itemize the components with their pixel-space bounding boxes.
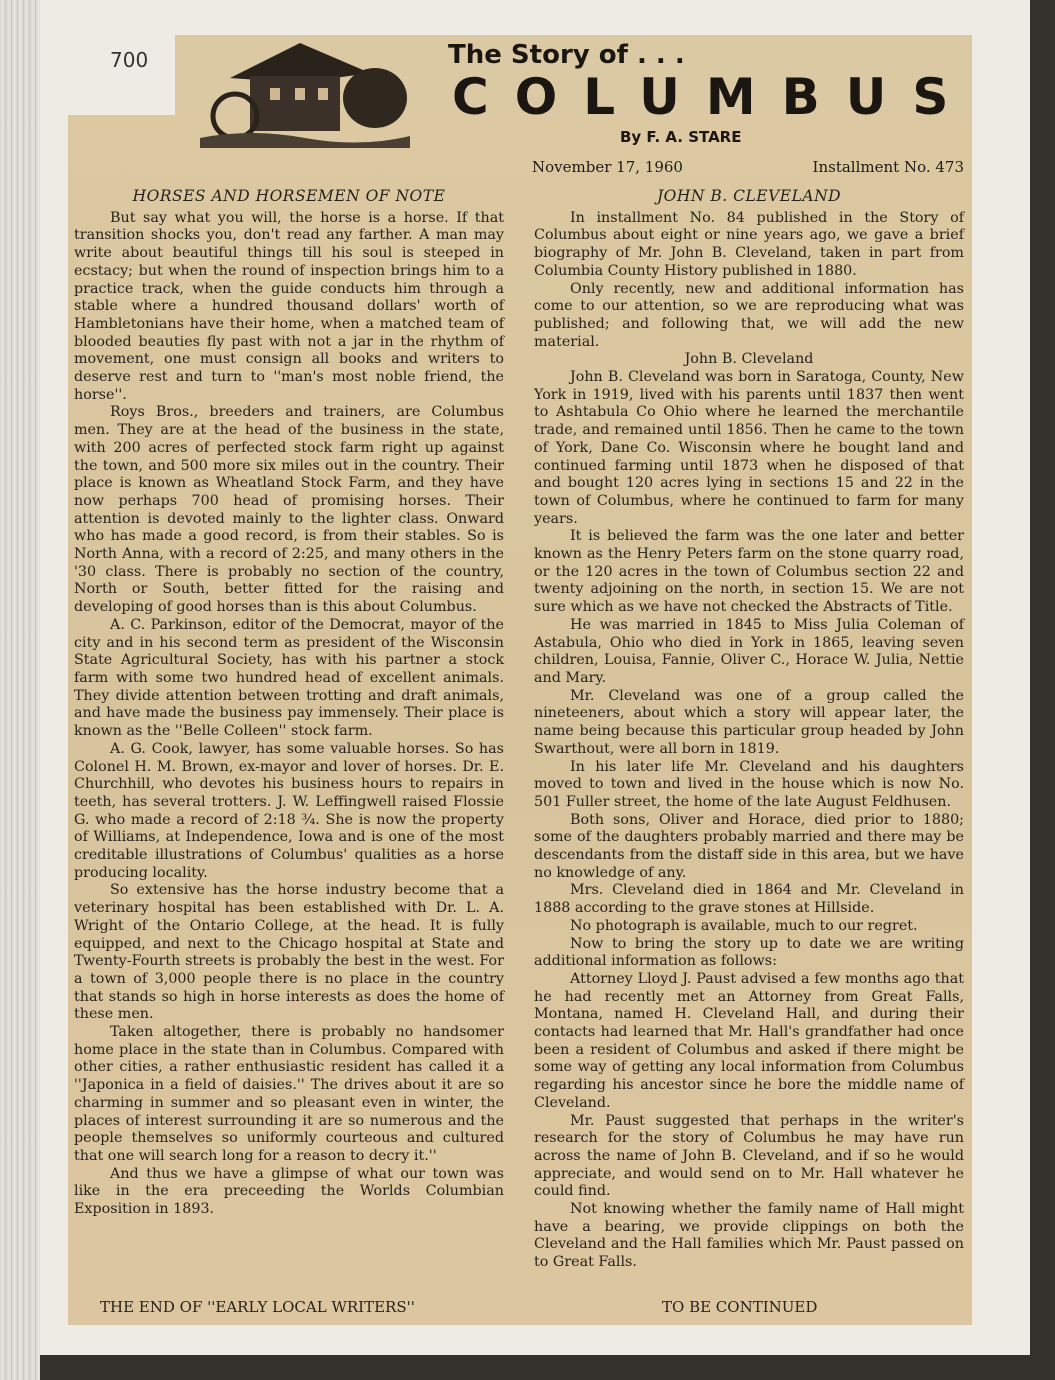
paragraph: John B. Cleveland was born in Saratoga, County, New York in 1919, lived with his parents until 1837 then went to Ashtabula Co Ohio where he learned the merchantile trade, and remained until 1856. Then he came to the town of York, Dane Co. Wisconsin where he bought land and continued farming until 1873 when he disposed of that and bought 120 acres lying in sections 15 and 22 in the town of Columbus, where he continued to farm for many years. (534, 369, 964, 527)
paragraph: So extensive has the horse industry become that a veterinary hospital has been established with Dr. L. A. Wright of the Ontario College, at the head. It is fully equipped, and next to the Chicago hospital at State and Twenty-Fourth streets is probably the best in the west. For a town of 3,000 people there is no place in the country that stands so high in horse interests as does the home of these men. (74, 882, 504, 1023)
paragraph: No photograph is available, much to our regret. (570, 917, 918, 934)
mill-illustration (200, 38, 410, 148)
mill-window (270, 88, 280, 100)
left-column (74, 188, 504, 1219)
paragraph: Both sons, Oliver and Horace, died prior to 1880; some of the daughters probably married and there may be descendants from the distaff side in this area, but we have no knowledge of any. (534, 811, 964, 881)
right-column (534, 188, 964, 1272)
right-heading: JOHN B. CLEVELAND (656, 187, 842, 205)
mill-trees (343, 68, 407, 128)
adjacent-page-sliver (1040, 300, 1055, 1300)
paragraph: A. C. Parkinson, editor of the Democrat, mayor of the city and in his second term as president of the Wisconsin State Agricultural Society, has with his partner a stock farm with some two hundred head of excellent animals. They divide attention between trotting and draft animals, and have made the business pay immensely. Their place is known as the ''Belle Colleen'' stock farm. (74, 616, 504, 740)
installment-number: Installment No. 473 (812, 158, 964, 176)
paragraph: Mrs. Cleveland died in 1864 and Mr. Cleveland in 1888 according to the grave stones at Hillside. (534, 882, 964, 917)
paragraph: Mr. Cleveland was one of a group called the nineteeners, about which a story will appear later, the name being because this particular group headed by John Swarthout, were all born in 1819. (534, 687, 964, 757)
paragraph: A. G. Cook, lawyer, has some valuable horses. So has Colonel H. M. Brown, ex-mayor and lover of horses. Dr. E. Churchhill, who devotes his business hours to repairs in teeth, has several trotters. J. W. Leffingwell raised Flossie G. who made a record of 2:18 ¾. She is now the property of Williams, at Independence, Iowa and is one of the most creditable illustrations of Columbus' qualities as a horse producing locality. (74, 740, 504, 881)
story-of-title: The Story of . . . (448, 40, 685, 70)
mill-window (295, 88, 305, 100)
paragraph: But say what you will, the horse is a horse. If that transition shocks you, don't read any farther. A man may write about beautiful things till his soul is steeped in ecstacy; but when the round of inspection brings him to a practice track, when the guide conducts him through a stable where a hundred thousand dollars' worth of Hambletonians have their home, when a matched team of blooded beauties fly past with not a jar in the rhythm of movement, one must consign all books and writers to deserve rest and turn to ''man's most noble friend, the horse''. (74, 209, 504, 403)
end-notice: THE END OF ''EARLY LOCAL WRITERS'' (100, 1298, 415, 1316)
issue-date: November 17, 1960 (532, 158, 683, 176)
columbus-title: COLUMBUS (452, 68, 975, 126)
paragraph: Not knowing whether the family name of Hall might have a bearing, we provide clippings on both the Cleveland and the Hall families which Mr. Paust passed on to Great Falls. (534, 1201, 964, 1271)
left-heading: HORSES AND HORSEMEN OF NOTE (132, 187, 446, 205)
mill-building (250, 76, 340, 131)
paragraph: And thus we have a glimpse of what our town was like in the era preceeding the Worlds Columbian Exposition in 1893. (74, 1165, 504, 1218)
byline: By F. A. STARE (620, 128, 742, 146)
mill-window (318, 88, 328, 100)
paragraph: He was married in 1845 to Miss Julia Coleman of Astabula, Ohio who died in York in 1865, leaving seven children, Louisa, Fannie, Oliver C., Horace W. Julia, Nettie and Mary. (534, 616, 964, 686)
paragraph: Taken altogether, there is probably no handsomer home place in the state than in Columbus. Compared with other cities, a rather enthusiastic resident has called it a ''Japonica in a field of daisies.'' The drives about it are so charming in summer and so pleasant even in winter, the places of interest surrounding it are so numerous and the people themselves so uniformly courteous and cultured that one will search long for a reason to decry it.'' (74, 1024, 504, 1164)
paragraph: Now to bring the story up to date we are writing additional information as follows: (534, 935, 964, 970)
paragraph: Roys Bros., breeders and trainers, are Columbus men. They are at the head of the business in the state, with 200 acres of perfected stock farm right up against the town, and 500 more six miles out in the country. Their place is known as Wheatland Stock Farm, and they have now perhaps 700 head of promising horses. Their attention is devoted mainly to the lighter class. Onward who has made a good record, is from their stables. So is North Anna, with a record of 2:25, and many others in the '30 class. There is probably no section of the country, North or South, better fitted for the raising and developing of good horses than is this about Columbus. (74, 404, 504, 616)
paragraph: Attorney Lloyd J. Paust advised a few months ago that he had recently met an Attorney from Great Falls, Montana, named H. Cleveland Hall, and during their contacts had learned that Mr. Hall's grandfather had once been a resident of Columbus and asked if there might be some way of getting any local information from Columbus regarding his ancestor since he bore the middle name of Cleveland. (534, 970, 964, 1111)
subheading: John B. Cleveland (684, 351, 814, 368)
paragraph: In his later life Mr. Cleveland and his daughters moved to town and lived in the house which is now No. 501 Fuller street, the home of the late August Feldhusen. (534, 758, 964, 810)
paragraph: Mr. Paust suggested that perhaps in the writer's research for the story of Columbus he may have run across the name of John B. Cleveland, and if so he would appreciate, and would send on to Mr. Hall whatever he could find. (534, 1112, 964, 1200)
continued-notice: TO BE CONTINUED (662, 1298, 818, 1316)
paragraph: Only recently, new and additional information has come to our attention, so we are reproducing what was published; and following that, we will add the new material. (534, 280, 964, 350)
paragraph: It is believed the farm was the one later and better known as the Henry Peters farm on the stone quarry road, or the 120 acres in the town of Columbus section 22 and twenty adjoining on the north, in section 15. We are not sure which as we have not checked the Abstracts of Title. (534, 528, 964, 616)
date-row (532, 158, 964, 176)
paragraph: In installment No. 84 published in the Story of Columbus about eight or nine years ago, we gave a brief biography of Mr. John B. Cleveland, taken in part from Columbia County History published in 1880. (534, 209, 964, 279)
book-page-edges (0, 0, 40, 1380)
page-number: 700 (110, 48, 149, 72)
mill-water (200, 133, 410, 148)
